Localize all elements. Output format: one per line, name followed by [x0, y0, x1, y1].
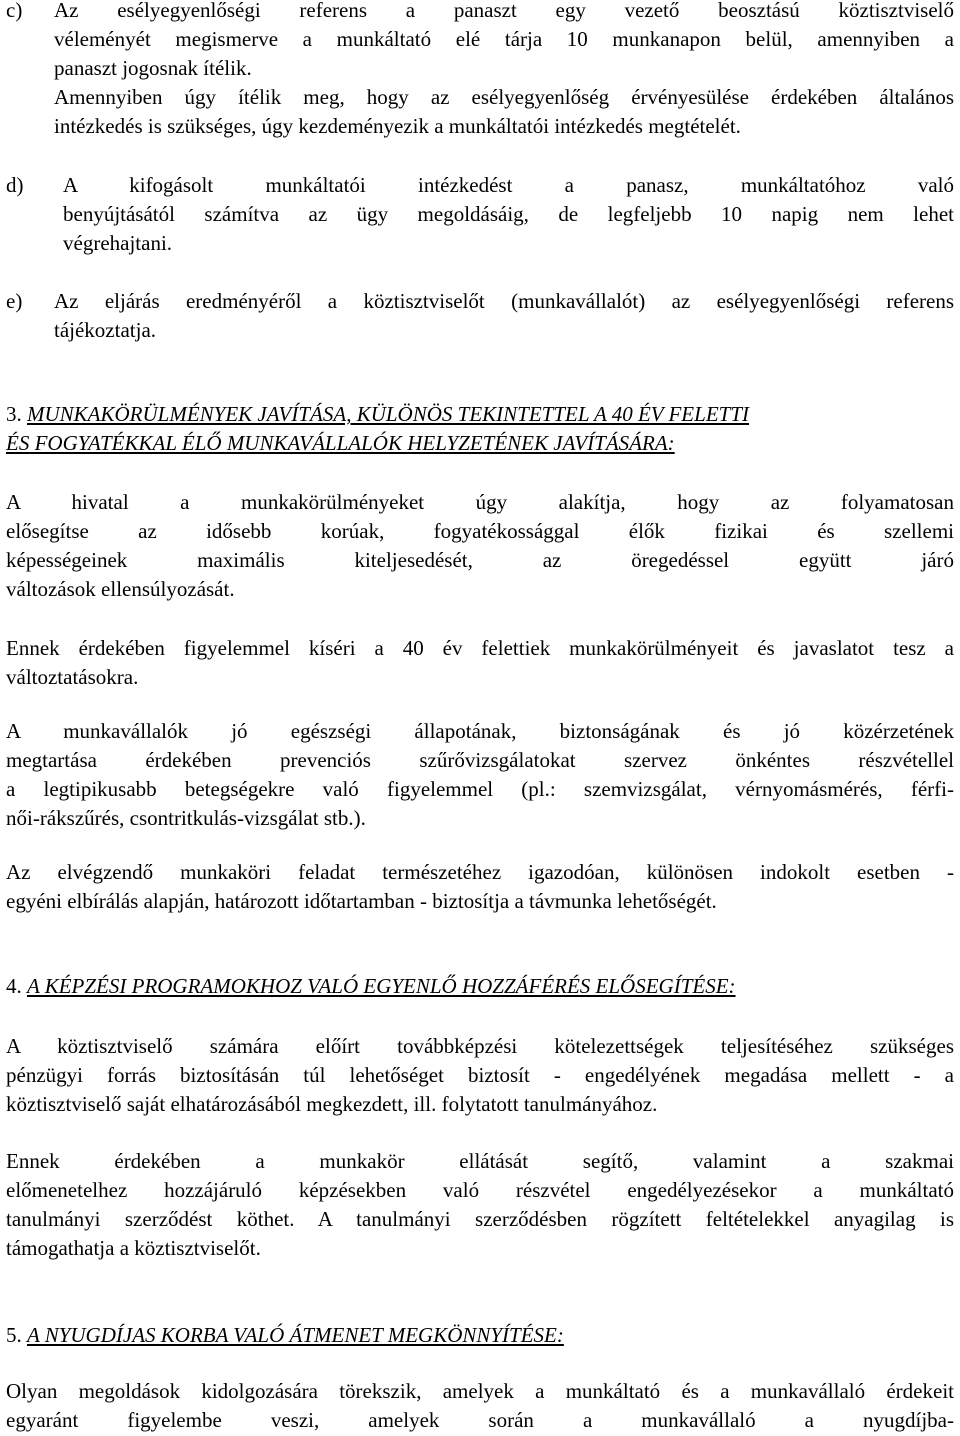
text-line: támogathatja a köztisztviselőt. [6, 1236, 261, 1260]
section-number: 4. [6, 974, 22, 998]
text-line: A munkavállalók jó egészségi állapotának, biztonságának és jó közérzetének [6, 719, 954, 743]
section-title: A NYUGDÍJAS KORBA VALÓ ÁTMENET MEGKÖNNYÍTÉSE: [27, 1323, 564, 1347]
text-line: benyújtásától számítva az ügy megoldásáig, de legfeljebb 10 napig nem lehet [63, 202, 954, 226]
text-line: tanulmányi szerződést köthet. A tanulmányi szerződésben rögzített feltételekkel anyagilag is [6, 1207, 954, 1231]
text-line: Az eljárás eredményéről a köztisztviselőt (munkavállalót) az esélyegyenlőségi referens [54, 289, 954, 313]
text-line: változások ellensúlyozását. [6, 577, 235, 601]
section-title: MUNKAKÖRÜLMÉNYEK JAVÍTÁSA, KÜLÖNÖS TEKINTETTEL A 40 ÉV FELETTI [27, 402, 749, 426]
paragraph [6, 488, 954, 604]
text-line: tájékoztatja. [54, 318, 157, 342]
section-number: 5. [6, 1323, 22, 1347]
text-line: Az esélyegyenlőségi referens a panaszt egy vezető beosztású köztisztviselő [54, 0, 954, 22]
list-label: e) [6, 289, 23, 313]
list-label: d) [6, 173, 24, 197]
section-title: ÉS FOGYATÉKKAL ÉLŐ MUNKAVÁLLALÓK HELYZETÉNEK JAVÍTÁSÁRA: [6, 431, 675, 455]
section-number: 3. [6, 402, 22, 426]
text-line: előmenetelhez hozzájáruló képzésekben való részvétel engedélyezésekor a munkáltató [6, 1178, 954, 1202]
section-title: A KÉPZÉSI PROGRAMOKHOZ VALÓ EGYENLŐ HOZZÁFÉRÉS ELŐSEGÍTÉSE: [27, 974, 736, 998]
paragraph [6, 717, 954, 833]
text-line: köztisztviselő saját elhatározásából megkezdett, ill. folytatott tanulmányához. [6, 1092, 658, 1116]
list-item-d [6, 171, 954, 258]
text-line: véleményét megismerve a munkáltató elé tárja 10 munkanapon belül, amennyiben a [54, 27, 954, 51]
text-line: pénzügyi forrás biztosításán túl lehetőséget biztosít - engedélyének megadása mellett - a [6, 1063, 954, 1087]
text-line: A hivatal a munkakörülményeket úgy alakítja, hogy az folyamatosan [6, 490, 954, 514]
text-line: női-rákszűrés, csontritkulás-vizsgálat stb.). [6, 806, 366, 830]
text-line: egyaránt figyelembe veszi, amelyek során a munkavállaló a nyugdíjba- [6, 1408, 954, 1432]
paragraph [6, 1147, 954, 1263]
text-line: a legtipikusabb betegségekre való figyelemmel (pl.: szemvizsgálat, vérnyomásmérés, férfi- [6, 777, 954, 801]
text-line: képességeinek maximális kiteljesedését, az öregedéssel együtt járó [6, 548, 954, 572]
paragraph [6, 634, 954, 692]
list-label: c) [6, 0, 23, 22]
text-line: A kifogásolt munkáltatói intézkedést a panasz, munkáltatóhoz való [63, 173, 954, 197]
text-line: intézkedés is szükséges, úgy kezdeményezik a munkáltatói intézkedés megtételét. [54, 114, 741, 138]
section-5-heading [6, 1321, 954, 1350]
paragraph [6, 858, 954, 916]
section-3-heading [6, 400, 954, 458]
text-line: végrehajtani. [63, 231, 173, 255]
paragraph [6, 1032, 954, 1119]
text-line: megtartása érdekében prevenciós szűrővizsgálatokat szervez önkéntes részvétellel [6, 748, 954, 772]
section-4-heading [6, 972, 954, 1001]
paragraph [6, 1377, 954, 1435]
list-item-e [6, 287, 954, 345]
text-line: Amennyiben úgy ítélik meg, hogy az esélyegyenlőség érvényesülése érdekében általános [54, 85, 954, 109]
text-line: változtatásokra. [6, 665, 139, 689]
text-line: panaszt jogosnak ítélik. [54, 56, 252, 80]
text-line: Ennek érdekében figyelemmel kíséri a 40 év felettiek munkakörülményeit és javaslatot tesz a [6, 636, 954, 660]
text-line: A köztisztviselő számára előírt továbbképzési kötelezettségek teljesítéséhez szükséges [6, 1034, 954, 1058]
text-line: Olyan megoldások kidolgozására törekszik, amelyek a munkáltató és a munkavállaló érdekeit [6, 1379, 954, 1403]
text-line: Az elvégzendő munkaköri feladat természetéhez igazodóan, különösen indokolt esetben - [6, 860, 954, 884]
text-line: elősegítse az idősebb korúak, fogyatékossággal élők fizikai és szellemi [6, 519, 954, 543]
list-item-c [6, 0, 954, 141]
text-line: Ennek érdekében a munkakör ellátását segítő, valamint a szakmai [6, 1149, 954, 1173]
text-line: egyéni elbírálás alapján, határozott időtartamban - biztosítja a távmunka lehetőségét. [6, 889, 717, 913]
